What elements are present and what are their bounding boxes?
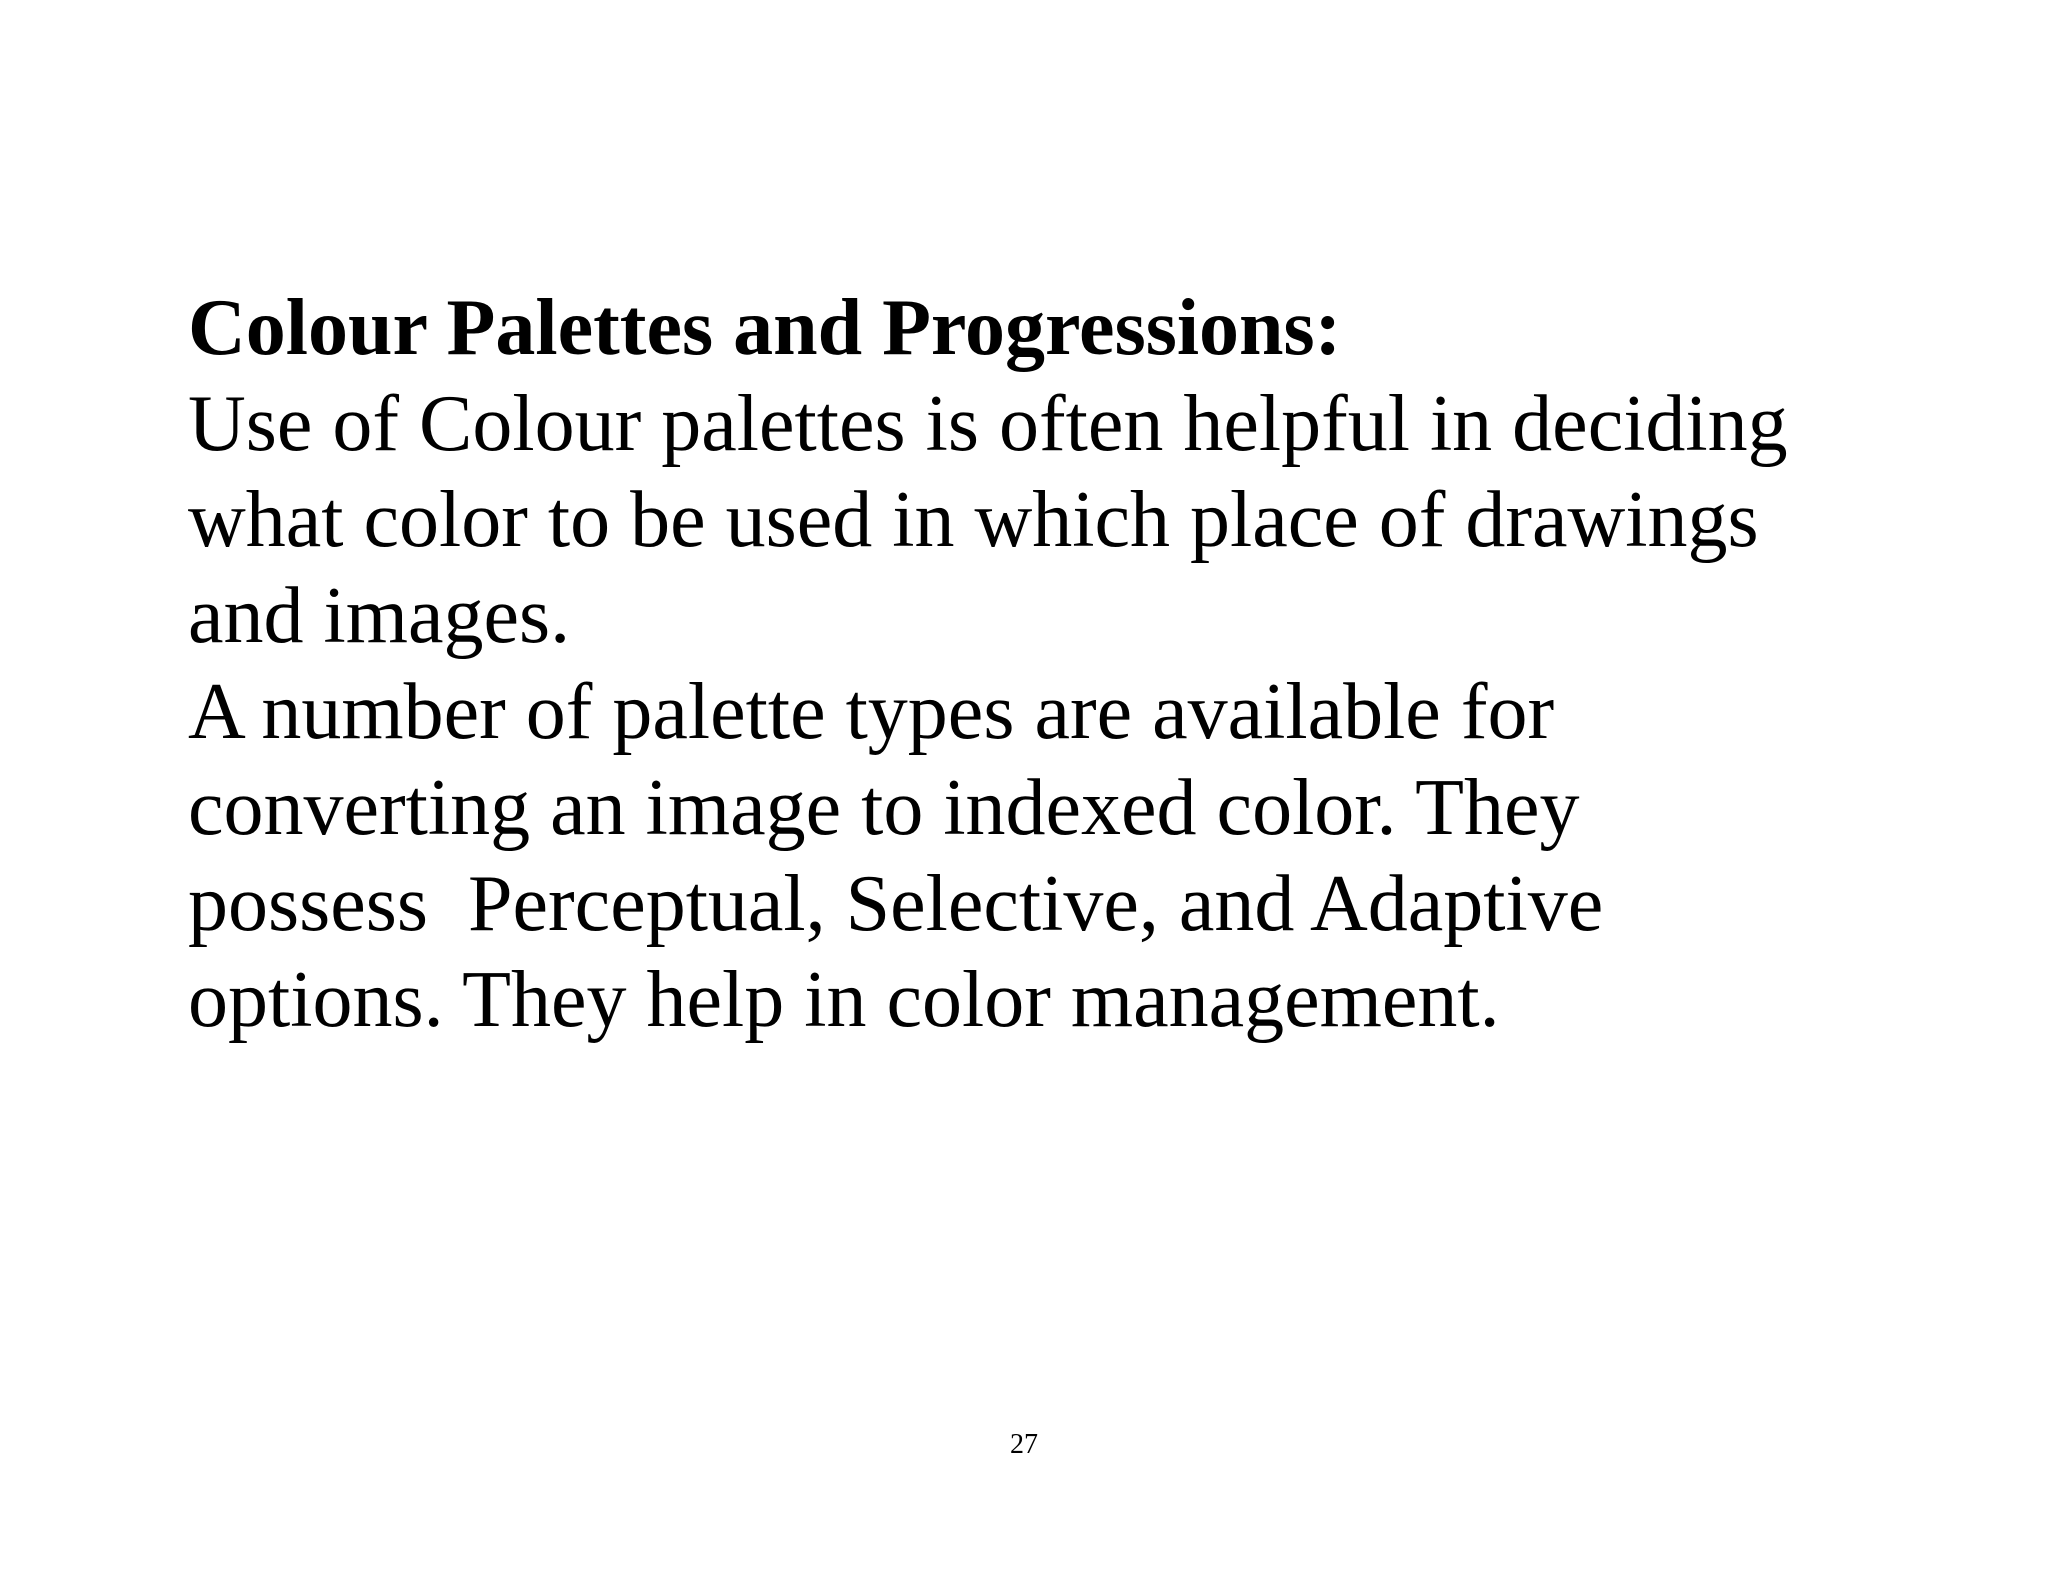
paragraph-line: what color to be used in which place of drawings [188, 476, 1759, 564]
page-number: 27 [1010, 1429, 1038, 1460]
paragraph-line: options. They help in color management. [188, 956, 1500, 1044]
paragraph-palette-types [188, 664, 1988, 1048]
page-content [188, 280, 1988, 1048]
paragraph-palettes-use [188, 376, 1988, 664]
paragraph-line: and images. [188, 572, 571, 660]
paragraph-line: Use of Colour palettes is often helpful in deciding [188, 380, 1788, 468]
paragraph-line: A number of palette types are available for [188, 668, 1555, 756]
paragraph-line: converting an image to indexed color. They [188, 764, 1580, 852]
paragraph-line: possess Perceptual, Selective, and Adaptive [188, 860, 1604, 948]
section-heading: Colour Palettes and Progressions: [188, 284, 1342, 372]
